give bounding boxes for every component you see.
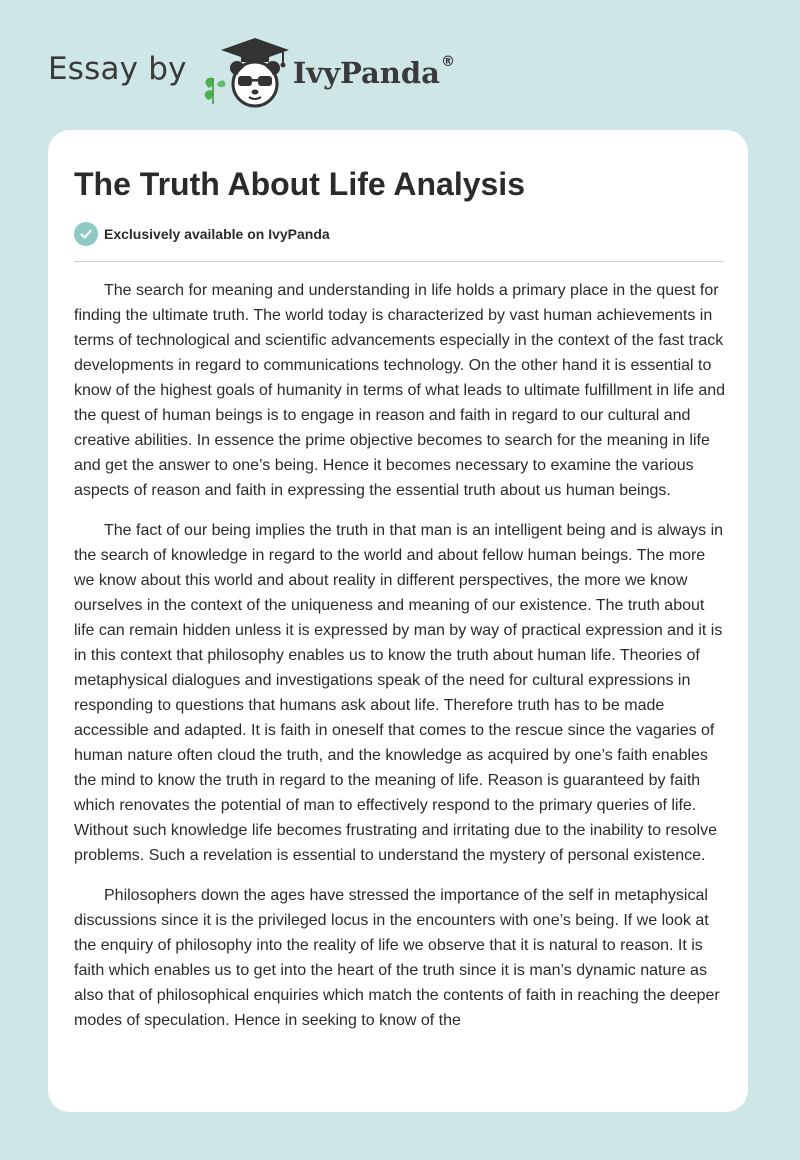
essay-by-label: Essay by (48, 51, 187, 87)
page-title: The Truth About Life Analysis (74, 166, 525, 202)
panda-logo-icon[interactable] (201, 34, 293, 110)
exclusive-label: Exclusively available on IvyPanda (104, 226, 330, 242)
check-icon (74, 222, 98, 246)
exclusive-badge (74, 222, 330, 246)
article-card (48, 130, 748, 1112)
article-body (74, 278, 726, 1048)
paragraph: The search for meaning and understanding in life holds a primary place in the quest for finding the ultimate truth. The world today is characterized by vast human achievements in terms of technological and scientific advancements especially in the context of the fast track developments in regard to communications technology. On the other hand it is essential to know of the highest goals of humanity in terms of what leads to ultimate fulfillment in life and the quest of human beings is to engage in reason and faith in regard to our cultural and creative abilities. In essence the prime objective becomes to search for the meaning in life and get the answer to one’s being. Hence it becomes necessary to examine the various aspects of reason and faith in expressing the essential truth about us human beings. (74, 282, 726, 499)
divider (74, 261, 724, 262)
registered-mark: ® (440, 54, 455, 70)
site-header (48, 34, 455, 110)
paragraph: Philosophers down the ages have stressed the importance of the self in metaphysical discussions since it is the privileged locus in the encounters with one’s being. If we look at the enquiry of philosophy into the reality of life we observe that it is natural to reason. It is faith which enables us to get into the heart of the truth since it is man’s dynamic nature as also that of philosophical enquiries which match the contents of faith in reaching the deeper modes of speculation. Hence in seeking to know of the (74, 887, 720, 1029)
paragraph: The fact of our being implies the truth in that man is an intelligent being and is always in the search of knowledge in regard to the world and about fellow human beings. The more we know about this world and about reality in different perspectives, the more we know ourselves in the context of the uniqueness and meaning of our existence. The truth about life can remain hidden unless it is expressed by man by way of practical expression and it is in this context that philosophy enables us to know the truth about human life. Theories of metaphysical dialogues and investigations speak of the need for cultural expressions in responding to questions that humans ask about life. Therefore truth has to be made accessible and adapted. It is faith in oneself that comes to the rescue since the vagaries of human nature often cloud the truth, and the knowledge as acquired by one’s faith enables the mind to know the truth in regard to the meaning of life. Reason is guaranteed by faith which renovates the potential of man to effectively respond to the primary queries of life. Without such knowledge life becomes frustrating and irritating due to the inability to resolve problems. Such a revelation is essential to understand the mystery of personal existence. (74, 522, 724, 864)
ivy-leaf-icon (204, 78, 225, 104)
brand-name[interactable]: IvyPanda® (292, 54, 455, 90)
